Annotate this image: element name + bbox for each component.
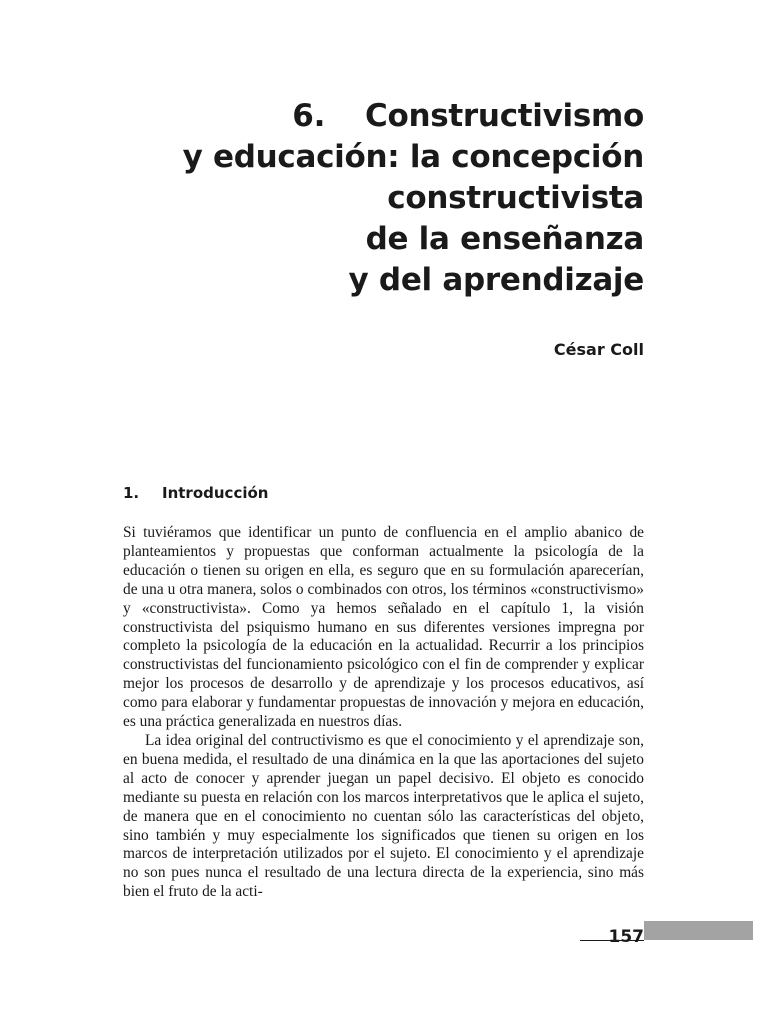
chapter-title [84,96,644,301]
section-heading [123,484,268,502]
paragraph-1: Si tuviéramos que identificar un punto de confluencia en el amplio abanico de planteamientos y propuestas que conforman actualmente la psicología de la educación o tienen su origen en ella, es seguro que en su formulación aparecerían, de una u otra manera, solos o combinados con otros, los términos «constructivismo» y «constructivista». Como ya hemos señalado en el capítulo 1, la visión constructivista del psiquismo humano en sus diferentes versiones impregna por completo la psicología de la educación en la actualidad. Recurrir a los principios constructivistas del funcionamiento psicológico con el fin de comprender y explicar mejor los procesos de desarrollo y de aprendizaje y los procesos educativos, así como para elaborar y fundamentar propuestas de innovación y mejora en educación, es una práctica generalizada en nuestros días. [123,524,644,731]
chapter-title-line-3: constructivista [387,180,644,216]
chapter-number: 6. [292,98,326,134]
chapter-title-line-1 [84,96,644,137]
body-text [123,524,644,902]
paragraph-2: La idea original del contructivismo es que el conocimiento y el aprendizaje son, en buena medida, el resultado de una dinámica en la que las aportaciones del sujeto al acto de conocer y aprender juegan un papel decisivo. El objeto es conocido mediante su puesta en relación con los marcos interpretativos que le aplica el sujeto, de manera que en el conocimiento no cuentan sólo las características del objeto, sino también y muy especialmente los significados que tienen su origen en los marcos de interpretación utilizados por el sujeto. El conocimiento y el aprendizaje no son pues nunca el resultado de una lectura directa de la experiencia, sino más bien el fruto de la acti- [123,731,644,901]
chapter-title-line-2: y educación: la concepción [182,139,644,175]
chapter-title-text: Constructivismo [365,98,644,134]
section-number: 1. [123,484,140,502]
page-footer-bar [644,921,753,940]
page-number: 157 [608,927,644,947]
chapter-title-line-4: de la enseñanza [365,221,644,257]
author-name: César Coll [553,340,644,359]
section-title: Introducción [162,484,269,502]
chapter-title-line-5: y del aprendizaje [348,262,644,298]
